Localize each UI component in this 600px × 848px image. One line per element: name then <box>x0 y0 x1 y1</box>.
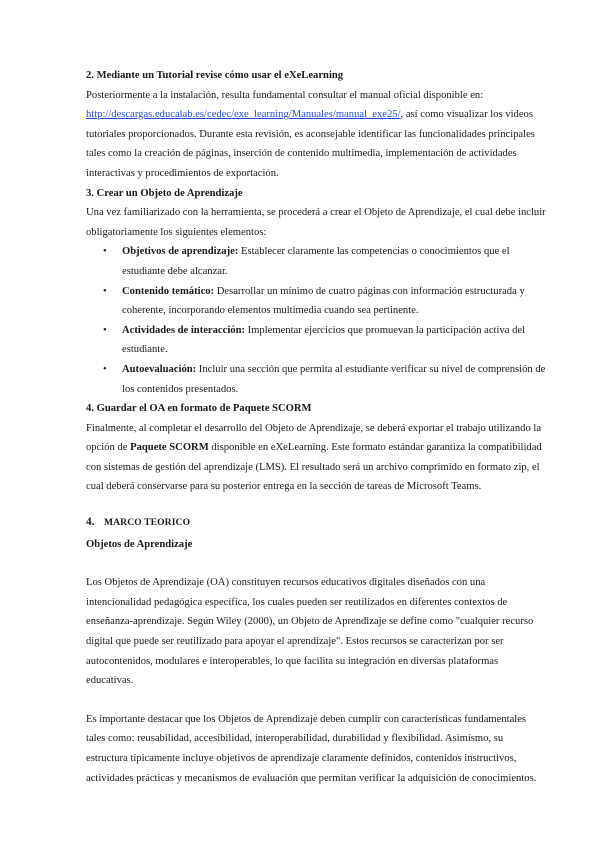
list-item <box>122 321 546 360</box>
section-title: MARCO TEORICO <box>104 517 191 529</box>
step2-heading: 2. Mediante un Tutorial revise cómo usar el eXeLearning <box>86 70 344 81</box>
list-item-label: Autoevaluación: <box>122 363 197 375</box>
step4-text-a: Finalmente, al completar el desarrollo del Objeto de Aprendizaje, se deberá exportar el trabajo utilizando la opción de <box>86 422 542 454</box>
step4-heading: 4. Guardar el OA en formato de Paquete SCORM <box>86 403 312 415</box>
scorm-bold: Paquete SCORM <box>130 442 209 454</box>
requirements-list <box>86 242 546 399</box>
list-item-label: Contenido temático: <box>122 285 215 297</box>
step2-text-b: , así como visualizar los videos tutoriales proporcionados. Durante esta revisión, es aconsejable identificar las funcionalidades principales tales como la creación de páginas, inserción de contenido multimedia, implementación de actividades interactivas y procedimientos de exportación. <box>86 109 535 179</box>
section-heading <box>86 513 546 533</box>
step4-text-b: disponible en eXeLearning. Este formato estándar garantiza la compatibilidad con sistemas de gestión del aprendizaje (LMS). El resultado será un archivo comprimido en formato zip, el cual deberá conservarse para su posterior entrega en la sección de tareas de Microsoft Teams. <box>86 442 542 493</box>
list-item-label: Objetivos de aprendizaje: <box>122 246 239 258</box>
list-item-text: Incluir una sección que permita al estudiante verificar su nivel de comprensión de los contenidos presentados. <box>122 363 546 395</box>
step3-heading: 3. Crear un Objeto de Aprendizaje <box>86 187 243 199</box>
theory-paragraph-2: Es importante destacar que los Objetos de Aprendizaje deben cumplir con características fundamentales tales como: reusabilidad, accesibilidad, interoperabilidad, durabilidad y flexibilidad. Asimismo, su estructura típicamente incluye objetivos de aprendizaje claramente definidos, contenidos instructivos, actividades prácticas y mecanismos de evaluación que permitan verificar la adquisición de conocimientos. <box>86 713 537 784</box>
list-item-text: Establecer claramente las competencias o conocimientos que el estudiante debe alcanzar. <box>122 246 510 277</box>
section-number: 4. <box>86 516 95 529</box>
step3-intro: Una vez familiarizado con la herramienta, se procederá a crear el Objeto de Aprendizaje, el cual debe incluir obligatoriamente los siguientes elementos: <box>86 207 546 238</box>
list-item-label: Actividades de interacción: <box>122 324 245 336</box>
list-item <box>122 282 546 321</box>
subheading: Objetos de Aprendizaje <box>86 538 193 550</box>
step2-paragraph <box>86 86 546 184</box>
list-item <box>122 360 546 399</box>
document-body <box>86 66 546 788</box>
list-item-text: Implementar ejercicios que promuevan la participación activa del estudiante. <box>122 324 526 356</box>
theory-paragraph-1: Los Objetos de Aprendizaje (OA) constituyen recursos educativos digitales diseñados con una intencionalidad pedagógica específica, los cuales pueden ser reutilizados en diferentes contextos de enseñanza-aprendizaje. Según Wiley (2000), un Objeto de Aprendizaje se define como "cualquier recurso digital que puede ser reutilizado para apoyar el aprendizaje". Estos recursos se caracterizan por ser autocontenidos, modulares e interoperables, lo que facilita su integración en diversas plataformas educativas. <box>86 577 534 687</box>
step2-text-a: Posteriormente a la instalación, resulta fundamental consultar el manual oficial disponible en: <box>86 89 484 101</box>
step4-paragraph <box>86 419 546 497</box>
manual-link[interactable]: http://descargas.educalab.es/cedec/exe_learning/Manuales/manual_exe25/ <box>86 109 401 121</box>
list-item-text: Desarrollar un mínimo de cuatro páginas con información estructurada y coherente, incorporando elementos multimedia cuando sea pertinente. <box>122 285 525 317</box>
list-item <box>122 242 546 281</box>
